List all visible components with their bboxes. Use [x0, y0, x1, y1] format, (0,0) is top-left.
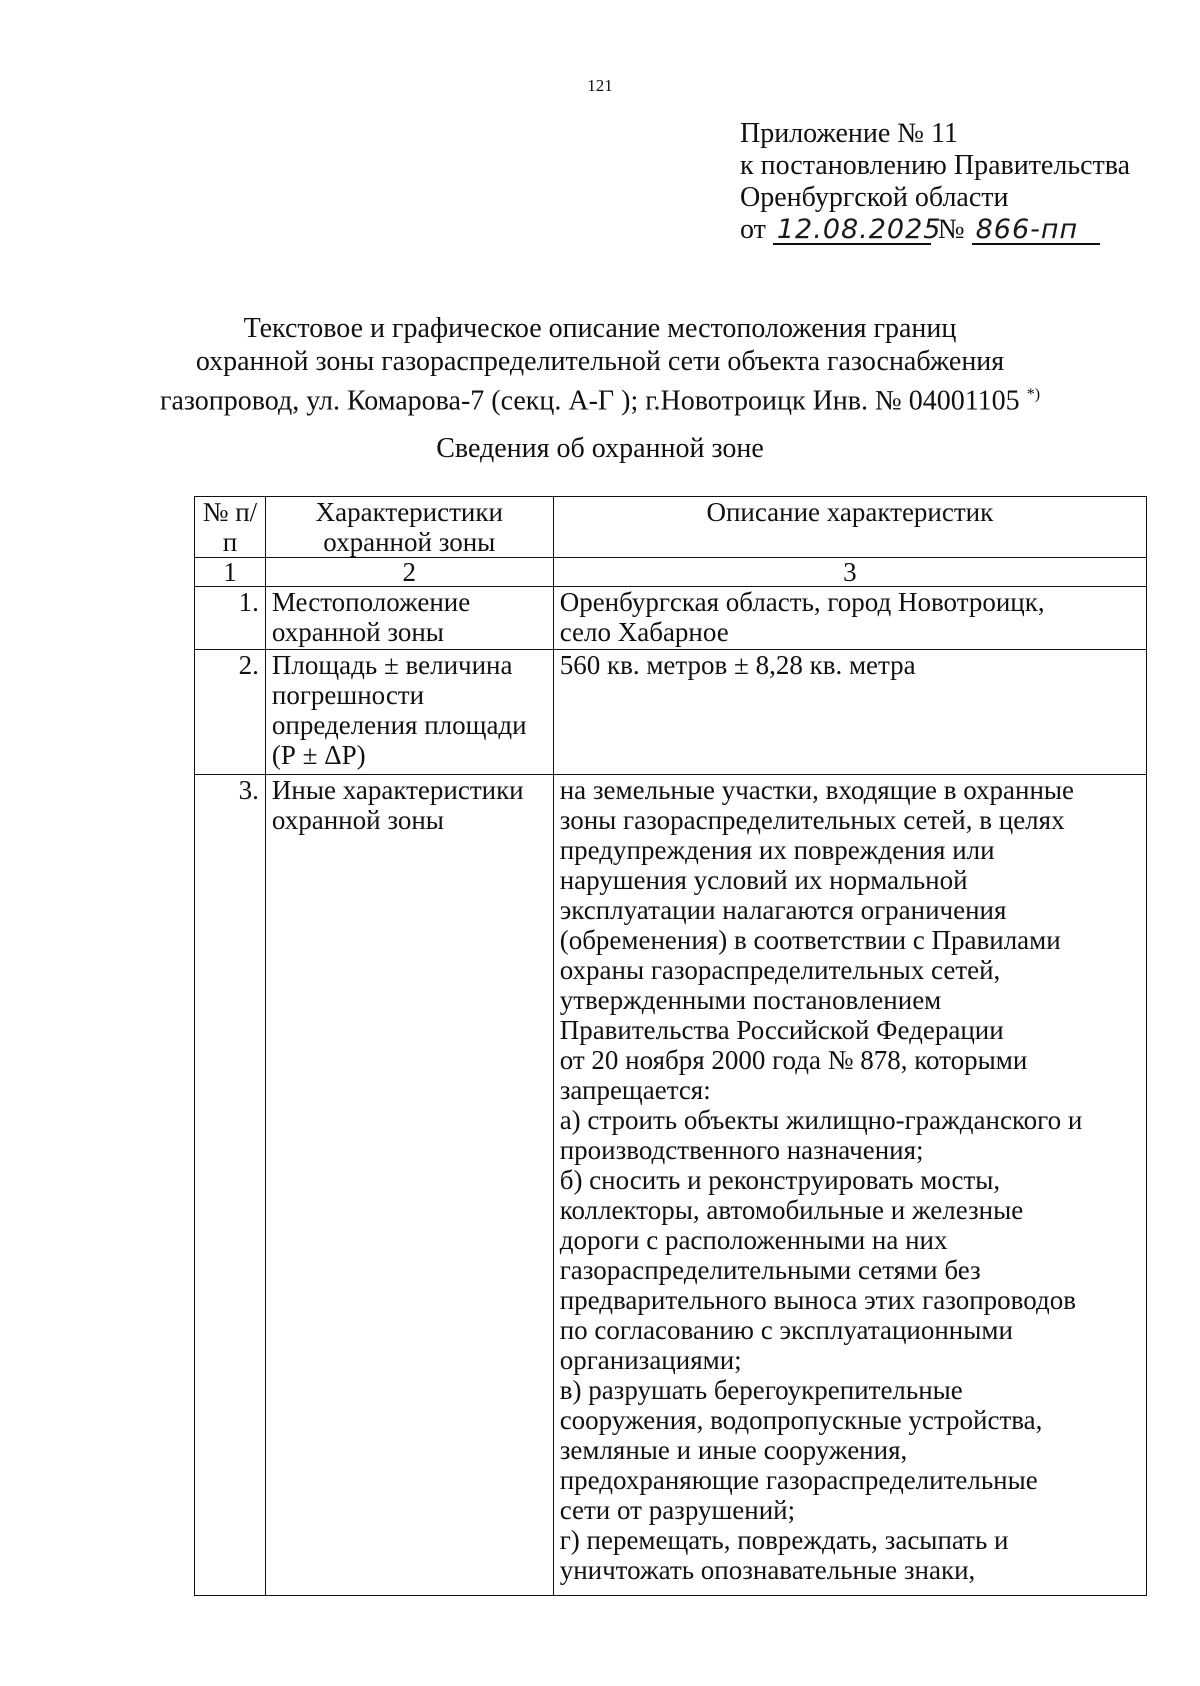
description-line: в) разрушать берегоукрепительные [559, 1375, 963, 1405]
row-number: 2. [195, 650, 266, 775]
description-line: земляные и иные сооружения, [559, 1435, 908, 1465]
header-number: № п/п [195, 497, 266, 558]
description-line: охраны газораспределительных сетей, [559, 955, 1001, 985]
description-line: 560 кв. метров ± 8,28 кв. метра [559, 650, 916, 680]
appendix-block [740, 118, 1130, 246]
description-line: б) сносить и реконструировать мосты, [559, 1165, 1001, 1195]
row-characteristic: Иные характеристики охранной зоны [265, 775, 553, 1596]
title-line-1: Текстовое и графическое описание местоположения границ [243, 313, 957, 344]
description-line: по согласованию с эксплуатационными [559, 1315, 1013, 1345]
index-cell: 2 [265, 558, 553, 587]
row-characteristic: Местоположение охранной зоны [265, 587, 553, 650]
appendix-line-1: Приложение № 11 [740, 118, 958, 149]
handwritten-number: 866-пп [972, 217, 1100, 245]
protection-zone-table [194, 496, 1147, 1596]
description-line: Правительства Российской Федерации [559, 1015, 1004, 1045]
date-prefix: от [740, 214, 766, 245]
description-line: село Хабарное [559, 617, 729, 647]
row-number: 3. [195, 775, 266, 1596]
description-line: (обременения) в соответствии с Правилами [559, 925, 1061, 955]
header-description: Описание характеристик [553, 497, 1146, 558]
appendix-date-line [740, 214, 1130, 246]
description-line: от 20 ноября 2000 года № 878, которыми [559, 1045, 1028, 1075]
footnote-mark: *) [1026, 386, 1041, 403]
description-line: зоны газораспределительных сетей, в целях [559, 805, 1065, 835]
description-line: предохраняющие газораспределительные [559, 1465, 1038, 1495]
title-line-3-text: газопровод, ул. Комарова-7 (секц. А-Г ); г.Новотроицк Инв. № 04001105 [159, 385, 1020, 417]
title-line-3 [0, 378, 1200, 417]
row-description [553, 650, 1146, 775]
description-line: сети от разрушений; [559, 1495, 796, 1525]
description-line: утвержденными постановлением [559, 985, 942, 1015]
number-prefix: № [937, 214, 965, 245]
appendix-line-2: к постановлению Правительства [740, 150, 1131, 181]
table-index-row [195, 558, 1147, 587]
header-characteristics: Характеристики охранной зоны [265, 497, 553, 558]
description-line: на земельные участки, входящие в охранные [559, 775, 1075, 805]
description-line: предварительного выноса этих газопроводов [559, 1285, 1076, 1315]
section-subtitle: Сведения об охранной зоне [436, 433, 764, 464]
description-line: запрещается: [559, 1075, 711, 1105]
table-row [195, 650, 1147, 775]
description-line: производственного назначения; [559, 1135, 924, 1165]
appendix-line-3: Оренбургской области [740, 182, 1009, 213]
description-line: г) перемещать, повреждать, засыпать и [559, 1525, 1009, 1555]
handwritten-date: 12.08.2025 [773, 217, 931, 245]
description-line: дороги с расположенными на них [559, 1225, 948, 1255]
row-description [553, 775, 1146, 1596]
row-description [553, 587, 1146, 650]
table-row [195, 775, 1147, 1596]
index-cell: 3 [553, 558, 1146, 587]
table-row [195, 587, 1147, 650]
description-line: коллекторы, автомобильные и железные [559, 1195, 1024, 1225]
title-line-2: охранной зоны газораспределительной сети объекта газоснабжения [195, 346, 1005, 377]
description-line: сооружения, водопропускные устройства, [559, 1405, 1043, 1435]
description-line: предупреждения их повреждения или [559, 835, 995, 865]
index-cell: 1 [195, 558, 266, 587]
row-characteristic: Площадь ± величина погрешности определения площади (Р ± ΔР) [265, 650, 553, 775]
table-header-row [195, 497, 1147, 558]
row-number: 1. [195, 587, 266, 650]
description-line: Оренбургская область, город Новотроицк, [559, 587, 1045, 617]
description-line: а) строить объекты жилищно-гражданского и [559, 1105, 1083, 1135]
description-line: эксплуатации налагаются ограничения [559, 895, 1007, 925]
description-line: газораспределительными сетями без [559, 1255, 981, 1285]
page-number: 121 [587, 76, 613, 95]
document-title [0, 312, 1200, 417]
description-line: организациями; [559, 1345, 742, 1375]
description-line: нарушения условий их нормальной [559, 865, 968, 895]
description-line: уничтожать опознавательные знаки, [559, 1555, 976, 1585]
